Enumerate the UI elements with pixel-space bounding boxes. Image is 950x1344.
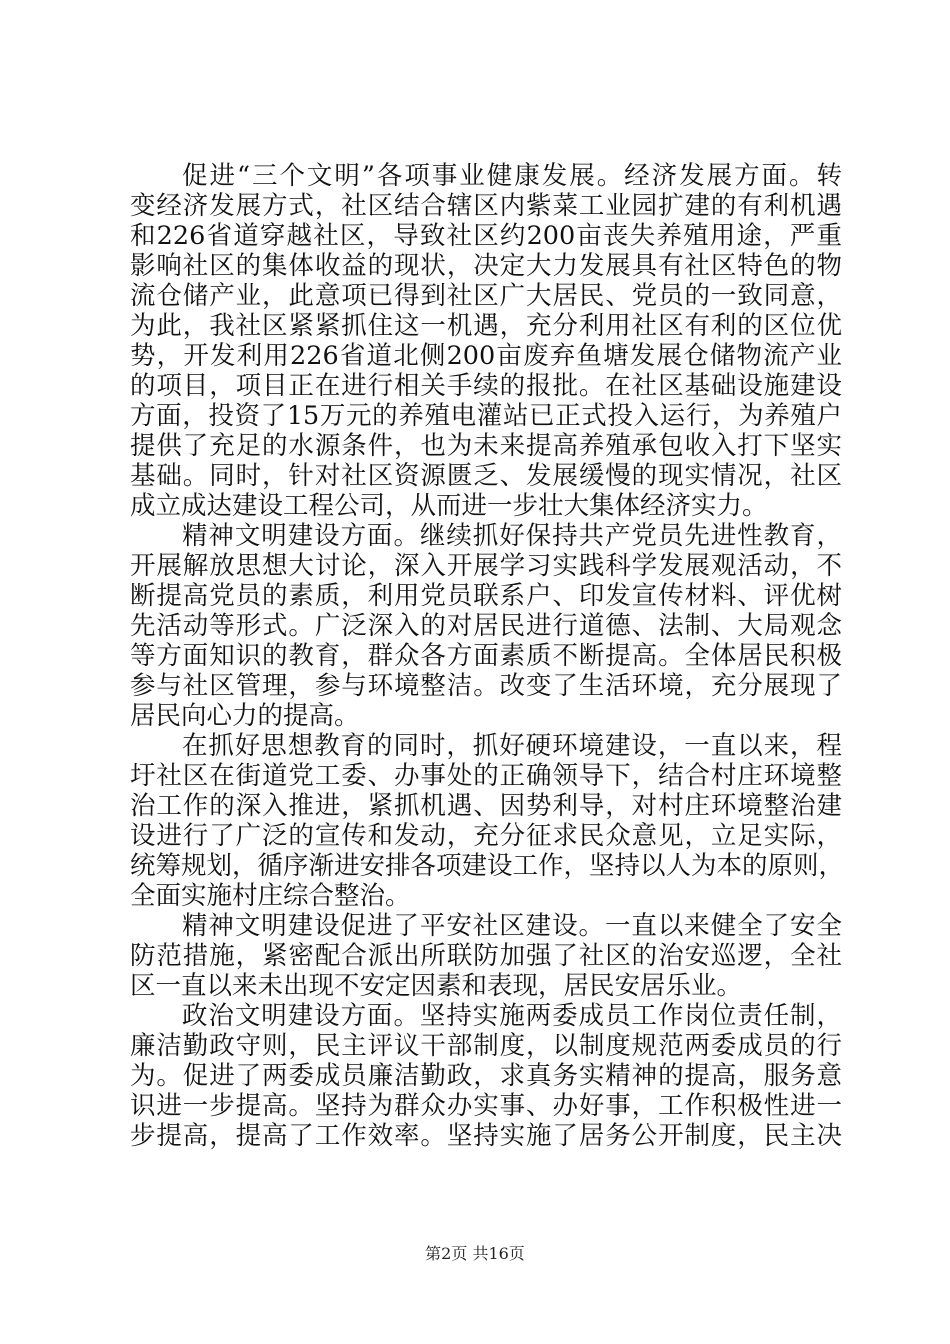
paragraph-line: 基础。同时，针对社区资源匮乏、发展缓慢的现实情况，社区 [130,461,842,491]
paragraph-line: 的项目，项目正在进行相关手续的报批。在社区基础设施建设 [130,371,842,401]
paragraph-line: 流仓储产业，此意项已得到社区广大居民、党员的一致同意， [130,281,842,311]
paragraph-line: 圩社区在街道党工委、办事处的正确领导下，结合村庄环境整 [130,761,842,791]
paragraph-line: 势，开发利用226省道北侧200亩废弃鱼塘发展仓储物流产业 [130,341,842,371]
paragraph-line: 全面实施村庄综合整治。 [130,881,411,911]
paragraph-line: 精神文明建设方面。继续抓好保持共产党员先进性教育， [182,521,842,551]
paragraph-line: 统筹规划，循序渐进安排各项建设工作，坚持以人为本的原则， [130,851,845,881]
paragraph-line: 先活动等形式。广泛深入的对居民进行道德、法制、大局观念 [130,611,842,641]
paragraph [130,1001,842,1151]
paragraph-line: 治工作的深入推进，紧抓机遇、因势利导，对村庄环境整治建 [130,791,842,821]
paragraph-line: 影响社区的集体收益的现状，决定大力发展具有社区特色的物 [130,251,842,281]
paragraph-line: 设进行了广泛的宣传和发动，充分征求民众意见，立足实际， [130,821,842,851]
paragraph-line: 识进一步提高。坚持为群众办实事、办好事，工作积极性进一 [130,1091,842,1121]
paragraph-line: 变经济发展方式，社区结合辖区内紫菜工业园扩建的有利机遇 [130,191,842,221]
paragraph-line: 为。促进了两委成员廉洁勤政，求真务实精神的提高，服务意 [130,1061,842,1091]
paragraph [130,911,842,1001]
paragraph-line: 防范措施，紧密配合派出所联防加强了社区的治安巡逻，全社 [130,941,842,971]
paragraph-line: 和226省道穿越社区，导致社区约200亩丧失养殖用途，严重 [130,221,842,251]
paragraph-line: 促进“三个文明”各项事业健康发展。经济发展方面。转 [182,161,842,191]
paragraph-line: 为此，我社区紧紧抓住这一机遇，充分利用社区有利的区位优 [130,311,842,341]
paragraph [130,731,845,911]
document-body [130,161,845,1151]
paragraph-line: 步提高，提高了工作效率。坚持实施了居务公开制度，民主决 [130,1121,842,1151]
paragraph-line: 廉洁勤政守则，民主评议干部制度，以制度规范两委成员的行 [130,1031,842,1061]
paragraph-line: 断提高党员的素质，利用党员联系户、印发宣传材料、评优树 [130,581,842,611]
paragraph-line: 政治文明建设方面。坚持实施两委成员工作岗位责任制， [182,1001,842,1031]
paragraph-line: 开展解放思想大讨论，深入开展学习实践科学发展观活动，不 [130,551,842,581]
paragraph [130,521,842,731]
paragraph-line: 等方面知识的教育，群众各方面素质不断提高。全体居民积极 [130,641,842,671]
paragraph-line: 精神文明建设促进了平安社区建设。一直以来健全了安全 [182,911,842,941]
paragraph-line: 居民向心力的提高。 [130,701,360,731]
paragraph [130,161,842,521]
paragraph-line: 成立成达建设工程公司，从而进一步壮大集体经济实力。 [130,491,768,521]
paragraph-line: 区一直以来未出现不安定因素和表现，居民安居乐业。 [130,971,743,1001]
paragraph-line: 在抓好思想教育的同时，抓好硬环境建设，一直以来，程 [182,731,842,761]
page-footer: 第2页 共16页 [425,1244,525,1263]
paragraph-line: 提供了充足的水源条件，也为未来提高养殖承包收入打下坚实 [130,431,842,461]
paragraph-line: 参与社区管理，参与环境整洁。改变了生活环境，充分展现了 [130,671,842,701]
paragraph-line: 方面，投资了15万元的养殖电灌站已正式投入运行，为养殖户 [130,401,842,431]
